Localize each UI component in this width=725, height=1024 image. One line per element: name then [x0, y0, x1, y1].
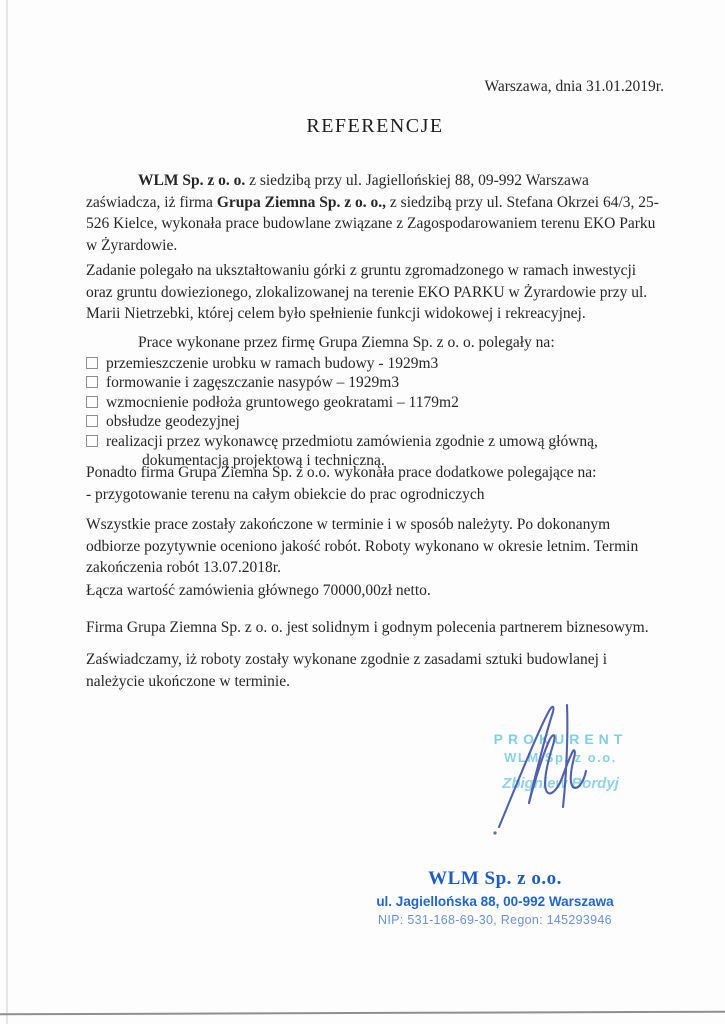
list-item-continuation: dokumentacją projektową i techniczną.	[142, 452, 385, 469]
list-item	[86, 354, 664, 374]
additional-works-item: - przygotowanie terenu na całym obiekcie do prac ogrodniczych	[86, 485, 485, 503]
closing-paragraph: Zaświadczamy, iż roboty zostały wykonane zgodnie z zasadami sztuki budowlanej i należycie ukończone w terminie.	[86, 651, 608, 690]
company-name-grupa-ziemna: Grupa Ziemna Sp. z o. o.,	[216, 193, 387, 211]
checkbox-icon	[86, 435, 98, 447]
scan-edge-artifact-left	[6, 0, 8, 1024]
checkbox-icon	[86, 396, 98, 408]
document-title: REFERENCJE	[306, 115, 444, 137]
stamp-company: WLM Sp. z o.o.	[504, 750, 617, 765]
checkbox-icon	[86, 357, 98, 369]
intro-text-1: z siedzibą przy ul. Jagiellońskiej 88, 09-992 Warszawa zaświadcza, iż firma	[86, 172, 589, 211]
list-item-text: przemieszczenie urobku w ramach budowy - 1929m3	[106, 354, 439, 372]
list-item	[86, 412, 664, 432]
footer-company-registration: NIP: 531-168-69-30, Regon: 145293946	[378, 913, 612, 927]
scan-edge-artifact-bottom	[0, 1011, 725, 1016]
intro-text-2: z siedzibą przy ul. Stefana Okrzei 64/3, 25-526 Kielce, wykonała prace budowlane związane z Zagospodarowaniem terenu EKO Parku w Żyrardowie.	[86, 193, 659, 254]
list-item-text: wzmocnienie podłoża gruntowego geokratami – 1179m2	[106, 393, 459, 411]
stamp-signatory-name: Zbigniew Bordyj	[502, 775, 619, 792]
task-paragraph: Zadanie polegało na ukształtowaniu górki z gruntu zgromadzonego w ramach inwestycji oraz gruntu dowiezionego, zlokalizowanej na terenie EKO PARKU w Żyrardowie przy ul. Marii Nietrzebki, której celem było spełnienie funkcji widokowej i rekreacyjnej.	[86, 262, 648, 322]
list-item	[86, 373, 664, 393]
company-name-wlm: WLM Sp. z o. o.	[138, 172, 246, 189]
works-list-intro: Prace wykonane przez firmę Grupa Ziemna Sp. z o. o. polegały na:	[138, 334, 555, 351]
contract-value-line: Łącza wartość zamówienia głównego 70000,00zł netto.	[86, 582, 431, 599]
checkbox-icon	[86, 376, 98, 388]
footer-company-name: WLM Sp. z o.o.	[428, 868, 562, 889]
footer-company-address: ul. Jagiellońska 88, 00-992 Warszawa	[376, 894, 614, 909]
works-list	[86, 333, 664, 471]
date-line: Warszawa, dnia 31.01.2019r.	[484, 78, 664, 95]
intro-paragraph	[86, 170, 664, 256]
list-item-text: obsłudze geodezyjnej	[106, 413, 240, 430]
list-item-text: formowanie i zagęszczanie nasypów – 1929m3	[106, 374, 400, 391]
list-item-text: realizacji przez wykonawcę przedmiotu zamówienia zgodnie z umową główną,	[106, 432, 598, 450]
handwritten-signature	[489, 699, 594, 839]
additional-works	[86, 462, 664, 505]
list-item	[86, 432, 664, 452]
checkbox-icon	[86, 415, 98, 427]
company-footer-stamp	[330, 868, 660, 927]
additional-works-intro: Ponadto firma Grupa Ziemna Sp. z o.o. wykonała prace dodatkowe polegające na:	[86, 464, 597, 481]
list-item	[86, 393, 664, 413]
stamp-role: PROKURENT	[493, 731, 628, 747]
recommendation-line: Firma Grupa Ziemna Sp. z o. o. jest solidnym i godnym polecenia partnerem biznesowym.	[86, 619, 649, 636]
completion-paragraph: Wszystkie prace zostały zakończone w terminie i w sposób należyty. Po dokonanym odbiorze pozytywnie oceniono jakość robót. Roboty wykonano w okresie letnim. Termin zakończenia robót 13.07.2018r.	[86, 516, 639, 576]
